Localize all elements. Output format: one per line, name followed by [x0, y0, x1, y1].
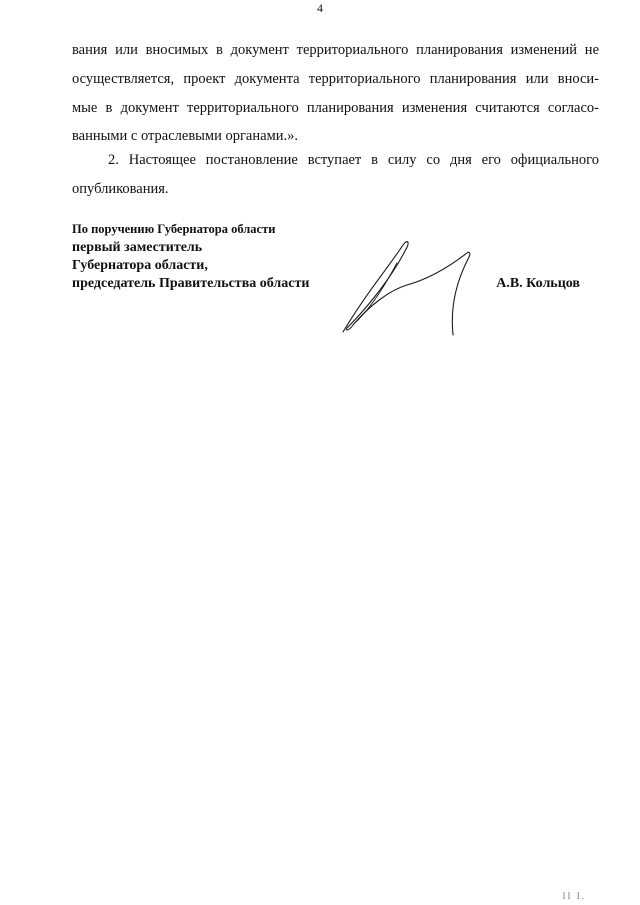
body-text-line: мые в документ территориального планирования изменения считаются согласо- — [72, 100, 599, 116]
footer-mark: II I. — [562, 891, 586, 901]
body-text-line: вания или вносимых в документ территориального планирования изменений не — [72, 42, 599, 58]
on-behalf-line: По поручению Губернатора области — [72, 222, 276, 236]
page-number: 4 — [317, 1, 323, 15]
body-text-line: опубликования. — [72, 181, 169, 197]
body-text-line: осуществляется, проект документа территориального планирования или вноси- — [72, 71, 599, 87]
signer-name: А.В. Кольцов — [496, 276, 580, 291]
handwritten-signature — [335, 235, 475, 345]
body-text-line: ванными с отраслевыми органами.». — [72, 128, 299, 144]
body-text-line: 2. Настоящее постановление вступает в силу со дня его официального — [108, 152, 599, 168]
signer-title-line: первый заместитель — [72, 240, 203, 255]
signer-title-line: председатель Правительства области — [72, 276, 310, 291]
signer-title-line: Губернатора области, — [72, 258, 208, 273]
